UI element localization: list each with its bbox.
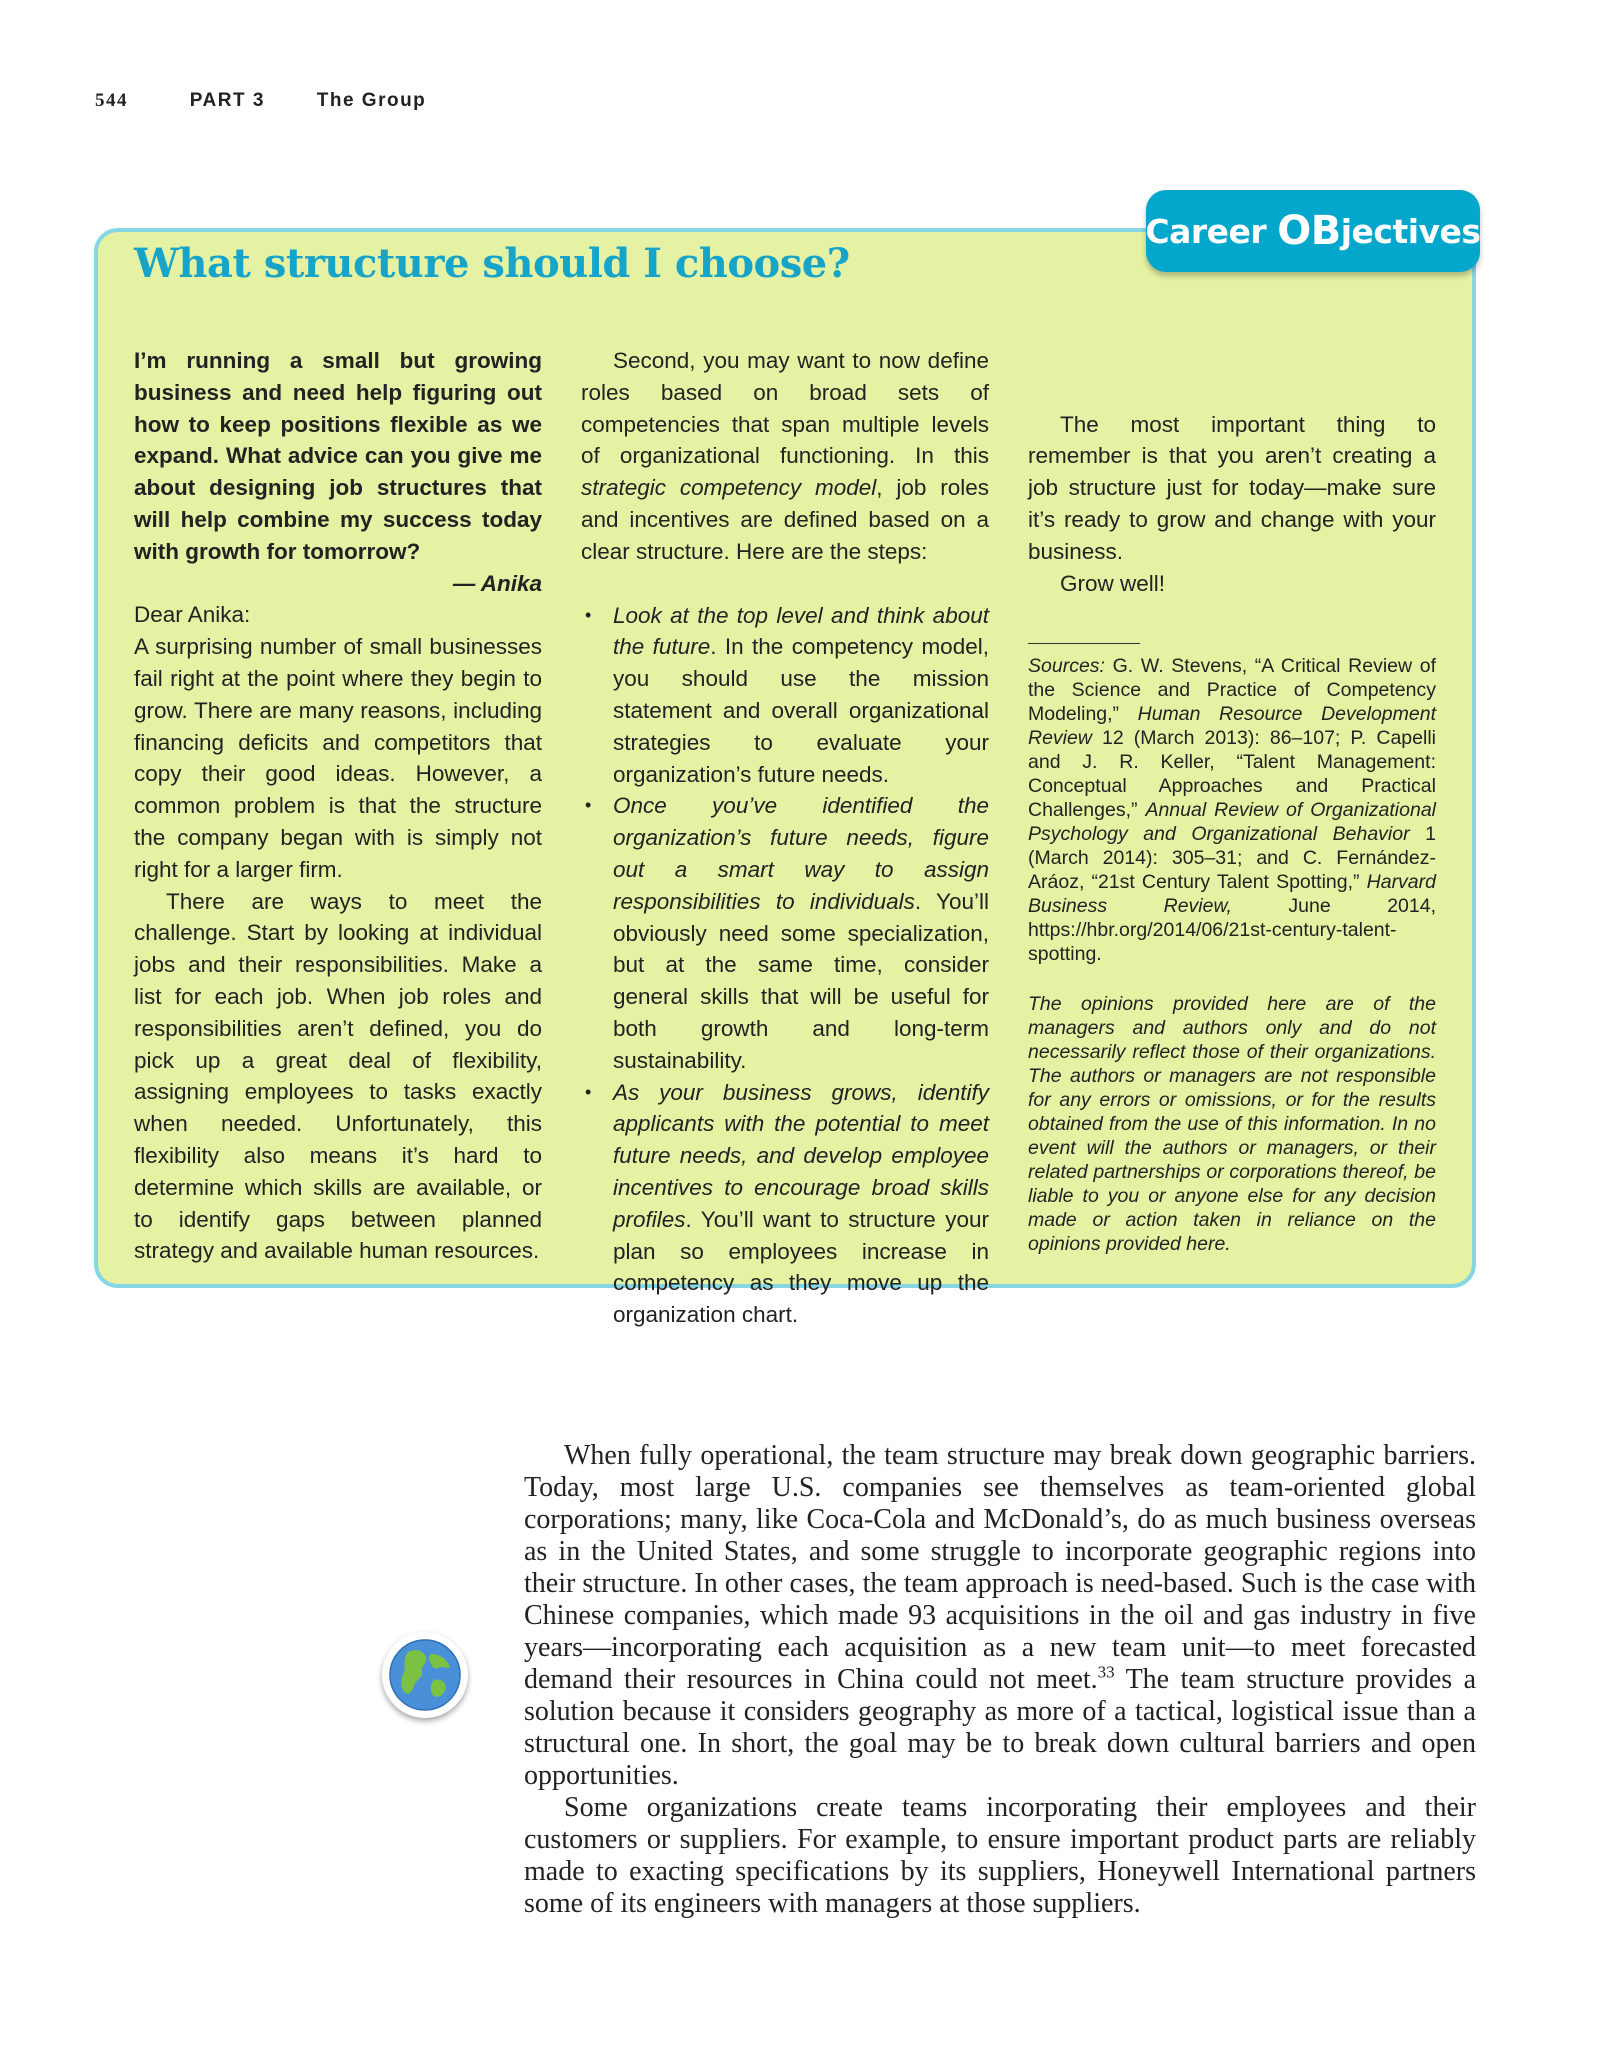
salutation: Dear Anika: [134,602,251,628]
sources-text: June 2014, https://hbr.org/2014/06/21st-century-talent-spotting. [1028,895,1436,966]
body-p1-text-a: When fully operational, the team structure may break down geographic barriers. Today, most large U.S. companies see themselves as team-oriented global corporations; many, like Coca-Cola and McDonald’s, do as much business overseas as in the United States, and some struggle to incorporate geographic regions into their structure. In other cases, the team approach is need-based. Such is the case with Chinese companies, which made 93 acquisitions in the oil and gas industry in five years—incorporating each acquisition as a new team unit—to meet forecasted demand their resources in China could not meet. [524,1440,1476,1695]
answer-paragraph-1: A surprising number of small businesses fail right at the point where they begin to grow. There are many reasons, including financing deficits and competitors that copy their good ideas. However, a common problem is that the structure the company began with is simply not right for a larger firm. [134,634,542,882]
disclaimer: The opinions provided here are of the managers and authors only and do not necessarily reflect those of their organizations. The authors or managers are not responsible for any errors or omissions, or for the results obtained from the use of this information. In no event will the authors or managers, or their related partnerships or corporations thereof, be liable to you or anyone else for any decision made or action taken in reliance on the opinions provided here. [1028,993,1436,1256]
step-rest: . In the competency model, you should use the mission statement and overall organizational strategies to evaluate your organization’s future needs. [613,634,989,787]
column-2 [581,345,989,1331]
step-rest: . You’ll want to structure your plan so employees increase in competency as they move up the organization chart. [613,1206,989,1328]
list-item [581,600,989,791]
answer-paragraph-3 [581,345,989,568]
p3-text-italic: strategic competency model [581,475,877,501]
globe-icon [388,1638,462,1712]
part-label: PART 3 [189,90,265,111]
career-objectives-tab [1146,190,1480,272]
p3-text-c: , job roles and incentives are defined based on a clear structure. Here are the steps: [581,475,989,564]
closing-paragraph-2: Grow well! [1060,570,1166,596]
sources-text: G. W. Stevens, “A Critical Review of the Science and Practice of Competency Modeling,” [1028,655,1436,726]
step-lead: Look at the top level and think about the future [613,602,989,660]
sources-journal: Harvard Business Review, [1028,871,1436,918]
reader-question: I’m running a small but growing business and need help figuring out how to keep positions flexible as we expand. What advice can you give me about designing job structures that will help combine my success today with growth for tomorrow? [134,348,542,564]
section-label: The Group [316,90,427,111]
globe-badge [382,1632,468,1718]
sources-journal: Human Resource Development Review [1028,703,1436,750]
column-1 [134,345,542,1267]
list-item [581,1077,989,1331]
running-head [95,90,426,112]
step-lead: Once you’ve identified the organization’s future needs, figure out a smart way to assign responsibilities to individuals [613,793,989,914]
p3-text-a: Second, you may want to now define roles based on broad sets of competencies that span multiple levels of organizational functioning. In this [581,348,989,469]
steps-list [581,600,989,1331]
main-body-text [524,1440,1476,1920]
sources-text: 12 (March 2013): 86–107; P. Capelli and J. R. Keller, “Talent Management: Conceptual Approaches and Practical Challenges,” [1028,727,1436,822]
question-signature: — Anika [452,570,542,596]
sources-text: 1 (March 2014): 305–31; and C. Fernández-Aráoz, “21st Century Talent Spotting,” [1028,823,1437,894]
tab-ob: OB [1277,208,1341,254]
page-number: 544 [95,90,128,111]
tab-prefix: Career [1145,211,1278,251]
body-p1-text-b: The team structure provides a solution because it considers geography as more of a tactical, logistical issue than a structural one. In short, the goal may be to break down cultural barriers and open opportunities. [524,1664,1476,1791]
box-title: What structure should I choose? [134,240,850,287]
body-paragraph-2: Some organizations create teams incorporating their employees and their customers or suppliers. For example, to ensure important product parts are reliably made to exacting specifications by its suppliers, Honeywell International partners some of its engineers with managers at those suppliers. [524,1792,1476,1919]
sources-journal: Annual Review of Organizational Psychology and Organizational Behavior [1028,799,1436,846]
list-item [581,790,989,1076]
sources-note [1028,654,1436,966]
body-paragraph-1 [524,1440,1476,1792]
tab-suffix: jectives [1340,211,1481,251]
step-rest: . You’ll obviously need some specialization, but at the same time, consider general skills that will be useful for both growth and long-term sustainability. [613,888,989,1073]
answer-paragraph-2: There are ways to meet the challenge. Start by looking at individual jobs and their responsibilities. Make a list for each job. When job roles and responsibilities aren’t defined, you do pick up a great deal of flexibility, assigning employees to tasks exactly when needed. Unfortunately, this flexibility also means it’s hard to determine which skills are available, or to identify gaps between planned strategy and available human resources. [134,888,542,1264]
step-lead: As your business grows, identify applicants with the potential to meet future needs, and develop employee incentives to encourage broad skills profiles [613,1079,989,1232]
sources-divider [1028,643,1140,644]
sources-label: Sources: [1028,655,1105,678]
closing-paragraph-1: The most important thing to remember is that you aren’t creating a job structure just for today—make sure it’s ready to grow and change with your business. [1028,411,1436,564]
footnote-reference[interactable]: 33 [1097,1662,1115,1682]
